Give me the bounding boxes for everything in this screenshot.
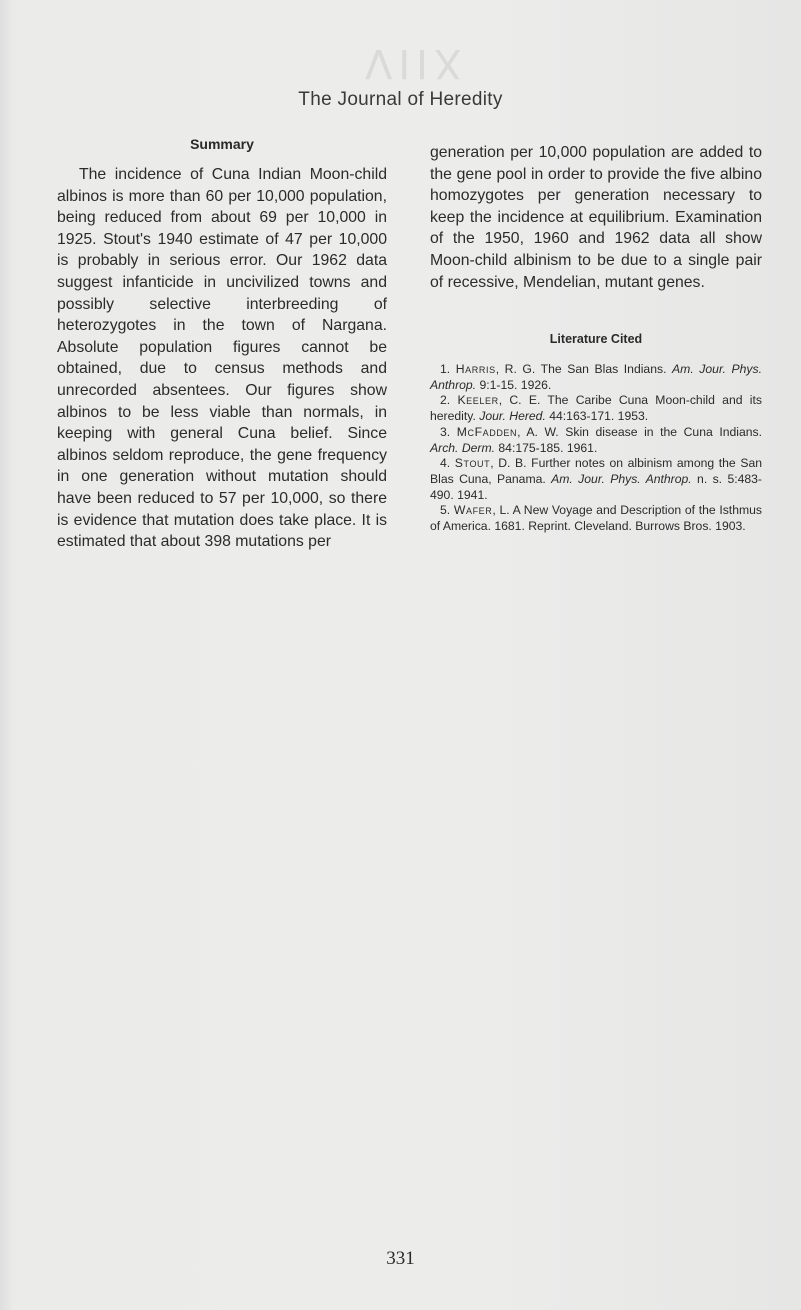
reference-item [430, 425, 762, 456]
reference-item [430, 393, 762, 424]
running-head: The Journal of Heredity [298, 89, 503, 110]
reference-journal: Arch. Derm. [430, 440, 496, 455]
reference-item [430, 362, 762, 393]
reference-author: Stout [454, 456, 491, 471]
reference-author: Keeler [457, 393, 499, 408]
reference-tail: 44:163-171. 1953. [545, 409, 649, 424]
literature-heading: Literature Cited [549, 332, 643, 346]
reference-tail: n. s. 5:483-490. 1941. [430, 471, 762, 502]
reference-journal: Am. Jour. Phys. Anthrop. [551, 471, 692, 486]
reference-tail: 84:175-185. 1961. [495, 440, 598, 455]
reference-author: McFadden [456, 424, 518, 439]
summary-heading: Summary [190, 136, 254, 152]
reference-tail: 9:1-15. 1926. [476, 377, 552, 392]
reference-text: , A. W. Skin disease in the Cuna Indians. [517, 424, 763, 439]
reference-text: , R. G. The San Blas Indians. [495, 362, 673, 376]
reference-number: 2. [440, 393, 451, 408]
summary-body [57, 164, 387, 553]
reference-number: 1. [440, 362, 451, 376]
reference-author: Harris [455, 362, 496, 376]
reference-text: , L. A New Voyage and Description of the Isthmus of America. 1681. Reprint. Cleveland. Burrows Bros. 1903. [430, 503, 762, 534]
summary-paragraph: The incidence of Cuna Indian Moon-child albinos is more than 60 per 10,000 population, being reduced from about 69 per 10,000 in 1925. Stout's 1940 estimate of 47 per 10,000 is probably in serious error. Our 1962 data suggest infanticide in uncivilized towns and possibly selective interbreeding of heterozygotes in the town of Nargana. Absolute population figures cannot be obtained, due to census methods and unrecorded absentees. Our figures show albinos to be less viable than normals, in keeping with general Cuna belief. Since albinos seldom reproduce, the gene frequency in one generation without mutation should have been reduced to 57 per 10,000, so there is evidence that mutation does take place. It is estimated that about 398 mutations per [57, 166, 387, 551]
summary-continuation-paragraph: generation per 10,000 population are added to the gene pool in order to provide the five albino homozygotes per generation necessary to keep the incidence at equilibrium. Examination of the 1950, 1960 and 1962 data all show Moon-child albinism to be due to a single pair of recessive, Mendelian, mutant genes. [430, 144, 762, 291]
reference-item [430, 503, 762, 534]
summary-continuation [430, 142, 762, 293]
page-number: 331 [386, 1248, 415, 1269]
reference-journal: Jour. Hered. [479, 409, 546, 424]
reference-text: , C. E. The Caribe Cuna Moon-child and its heredity. [430, 393, 762, 424]
reference-list [430, 362, 762, 535]
reference-text: , D. B. Further notes on albinism among the San Blas Cuna, Panama. [430, 456, 763, 486]
bleed-through-watermark: VIIX [365, 40, 468, 86]
reference-author: Wafer [453, 503, 493, 518]
reference-number: 5. [440, 503, 451, 518]
reference-journal: Am. Jour. Phys. Anthrop. [430, 362, 762, 392]
reference-number: 4. [440, 456, 451, 471]
reference-item [430, 456, 762, 503]
reference-number: 3. [440, 424, 451, 439]
